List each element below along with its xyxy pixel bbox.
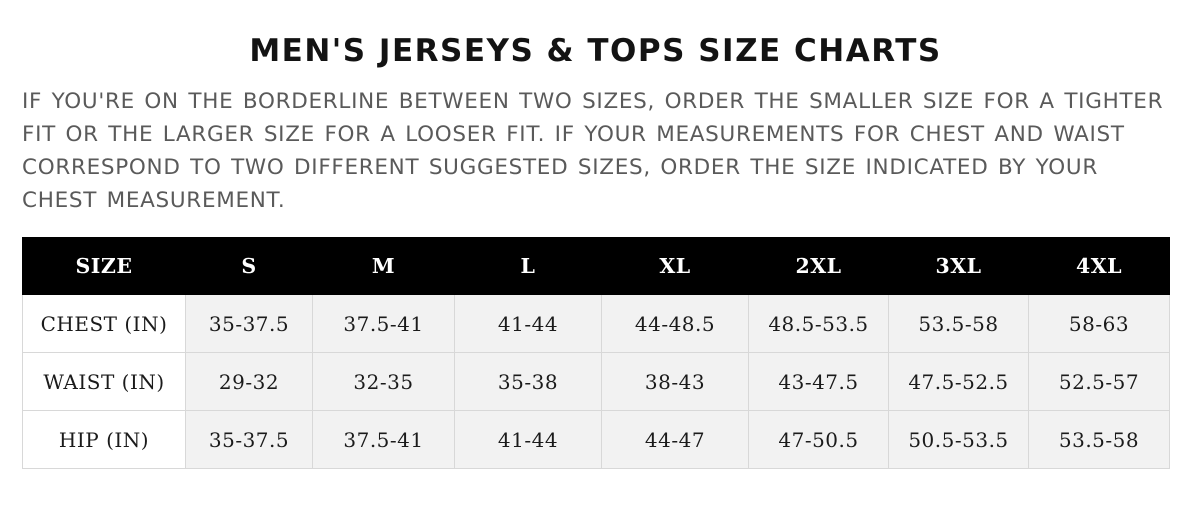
row-label: HIP (IN) [23, 411, 186, 469]
table-cell: 47-50.5 [749, 411, 889, 469]
size-chart-table [22, 237, 1170, 469]
table-cell: 32-35 [313, 353, 455, 411]
table-header-row [23, 238, 1170, 295]
row-label: WAIST (IN) [23, 353, 186, 411]
table-cell: 29-32 [186, 353, 313, 411]
table-header-cell: 2XL [749, 238, 889, 295]
table-header-cell: M [313, 238, 455, 295]
table-cell: 44-48.5 [602, 295, 749, 353]
table-row [23, 353, 1170, 411]
intro-paragraph: IF YOU'RE ON THE BORDERLINE BETWEEN TWO SIZES, ORDER THE SMALLER SIZE FOR A TIGHTER FIT OR THE LARGER SIZE FOR A LOOSER FIT. IF YOUR MEASUREMENTS FOR CHEST AND WAIST CORRESPOND TO TWO DIFFERENT SUGGESTED SIZES, ORDER THE SIZE INDICATED BY YOUR CHEST MEASUREMENT. [22, 89, 1164, 213]
table-cell: 37.5-41 [313, 295, 455, 353]
table-header-cell: SIZE [23, 238, 186, 295]
table-row [23, 411, 1170, 469]
table-cell: 35-38 [455, 353, 602, 411]
row-label: CHEST (IN) [23, 295, 186, 353]
table-cell: 37.5-41 [313, 411, 455, 469]
table-cell: 50.5-53.5 [889, 411, 1029, 469]
table-header-cell: XL [602, 238, 749, 295]
table-cell: 43-47.5 [749, 353, 889, 411]
table-header-cell: 4XL [1029, 238, 1170, 295]
table-cell: 53.5-58 [889, 295, 1029, 353]
page-title: MEN'S JERSEYS & TOPS SIZE CHARTS [249, 33, 942, 69]
table-header-cell: L [455, 238, 602, 295]
table-cell: 35-37.5 [186, 295, 313, 353]
table-cell: 52.5-57 [1029, 353, 1170, 411]
table-cell: 53.5-58 [1029, 411, 1170, 469]
table-cell: 47.5-52.5 [889, 353, 1029, 411]
table-cell: 35-37.5 [186, 411, 313, 469]
table-cell: 38-43 [602, 353, 749, 411]
table-cell: 41-44 [455, 411, 602, 469]
table-row [23, 295, 1170, 353]
table-header-cell: 3XL [889, 238, 1029, 295]
table-cell: 44-47 [602, 411, 749, 469]
table-cell: 58-63 [1029, 295, 1170, 353]
table-cell: 41-44 [455, 295, 602, 353]
table-cell: 48.5-53.5 [749, 295, 889, 353]
table-header-cell: S [186, 238, 313, 295]
